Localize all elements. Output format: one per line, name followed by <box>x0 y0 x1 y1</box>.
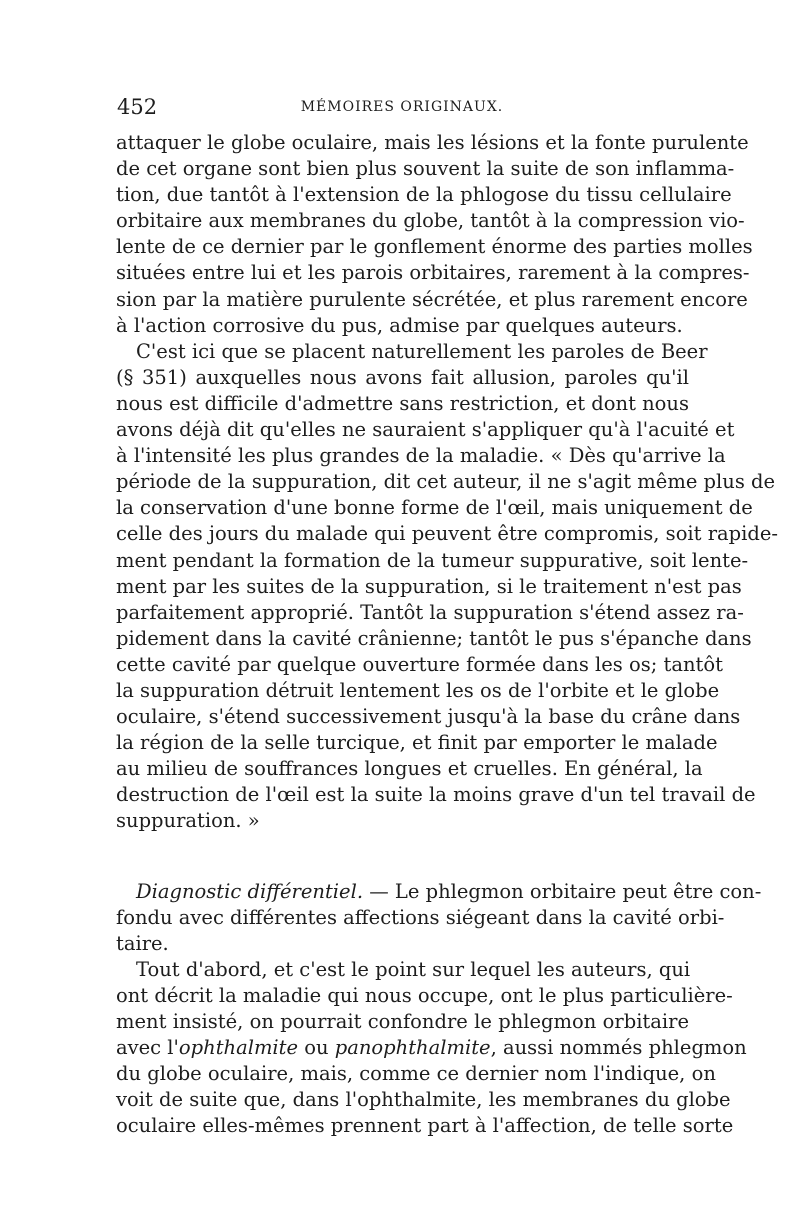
italic-term: panophthalmite <box>334 1036 491 1060</box>
text-line: ment insisté, on pourrait confondre le phlegmon orbitaire <box>116 1010 689 1033</box>
text-line: destruction de l'œil est la suite la moins grave d'un tel travail de <box>116 783 756 807</box>
text-line: à l'intensité les plus grandes de la maladie. « Dès qu'arrive la <box>116 444 726 468</box>
text-line: orbitaire aux membranes du globe, tantôt à la compression vio- <box>116 209 745 233</box>
paragraph <box>116 339 778 835</box>
text-line: ment par les suites de la suppuration, si le traitement n'est pas <box>116 574 742 598</box>
text-line: taire. <box>116 931 169 955</box>
text-line: situées entre lui et les parois orbitaires, rarement à la compres- <box>116 261 750 285</box>
text-line: tion, due tantôt à l'extension de la phlogose du tissu cellulaire <box>116 183 732 207</box>
text-line <box>116 879 762 905</box>
text-run: , aussi nommés phlegmon <box>490 1036 747 1060</box>
paragraph <box>116 879 762 957</box>
text-line: C'est ici que se placent naturellement les paroles de Beer <box>136 339 708 363</box>
text-line: voit de suite que, dans l'ophthalmite, les membranes du globe <box>116 1088 731 1112</box>
text-line: la région de la selle turcique, et finit par emporter le malade <box>116 731 718 755</box>
page-header <box>117 95 687 121</box>
text-line: avons déjà dit qu'elles ne sauraient s'appliquer qu'à l'acuité et <box>116 418 735 442</box>
section-gap <box>116 835 689 879</box>
text-line: lente de ce dernier par le gonflement énorme des parties molles <box>116 235 753 259</box>
text-line: sion par la matière purulente sécrétée, et plus rarement encore <box>116 287 748 311</box>
text-line: période de la suppuration, dit cet auteur, il ne s'agit même plus de <box>116 470 776 494</box>
text-line: attaquer le globe oculaire, mais les lésions et la fonte purulente <box>116 131 749 154</box>
text-run: avec l' <box>116 1036 179 1060</box>
paragraph <box>116 957 747 1140</box>
page-number: 452 <box>117 95 158 119</box>
text-line: cette cavité par quelque ouverture formée dans les os; tantôt <box>116 652 723 676</box>
text-run: — Le phlegmon orbitaire peut être con- <box>363 879 762 903</box>
text-line: fondu avec différentes affections siégeant dans la cavité orbi- <box>116 905 725 929</box>
text-line: la suppuration détruit lentement les os de l'orbite et le globe <box>116 678 720 702</box>
text-line: ment pendant la formation de la tumeur suppurative, soit lente- <box>116 548 749 572</box>
text-line: pidement dans la cavité crânienne; tantôt le pus s'épanche dans <box>116 626 752 650</box>
text-line: nous est difficile d'admettre sans restriction, et dont nous <box>116 391 689 415</box>
text-line: oculaire, s'étend successivement jusqu'à la base du crâne dans <box>116 705 741 729</box>
running-title: MÉMOIRES ORIGINAUX. <box>300 99 504 115</box>
text-line: Tout d'abord, et c'est le point sur lequel les auteurs, qui <box>136 957 691 981</box>
paragraph <box>116 130 753 339</box>
text-line: la conservation d'une bonne forme de l'œil, mais uniquement de <box>116 496 753 520</box>
text-line: oculaire elles-mêmes prennent part à l'affection, de telle sorte <box>116 1114 734 1138</box>
text-run: ou <box>298 1036 335 1060</box>
text-line <box>116 1035 747 1061</box>
section-heading: Diagnostic différentiel. <box>136 879 364 903</box>
text-line: à l'action corrosive du pus, admise par quelques auteurs. <box>116 313 683 337</box>
text-line: parfaitement approprié. Tantôt la suppuration s'étend assez ra- <box>116 600 744 624</box>
text-line: ont décrit la maladie qui nous occupe, ont le plus particulière- <box>116 983 733 1007</box>
text-line: de cet organe sont bien plus souvent la suite de son inflamma- <box>116 157 735 181</box>
text-line: au milieu de souffrances longues et cruelles. En général, la <box>116 757 703 781</box>
text-line: du globe oculaire, mais, comme ce dernier nom l'indique, on <box>116 1062 716 1086</box>
text-line: celle des jours du malade qui peuvent être compromis, soit rapide- <box>116 522 778 546</box>
body-text <box>116 130 778 1139</box>
text-line: (§ 351) auxquelles nous avons fait allusion, paroles qu'il <box>116 365 689 389</box>
text-line: suppuration. » <box>116 809 260 833</box>
italic-term: ophthalmite <box>178 1036 299 1060</box>
